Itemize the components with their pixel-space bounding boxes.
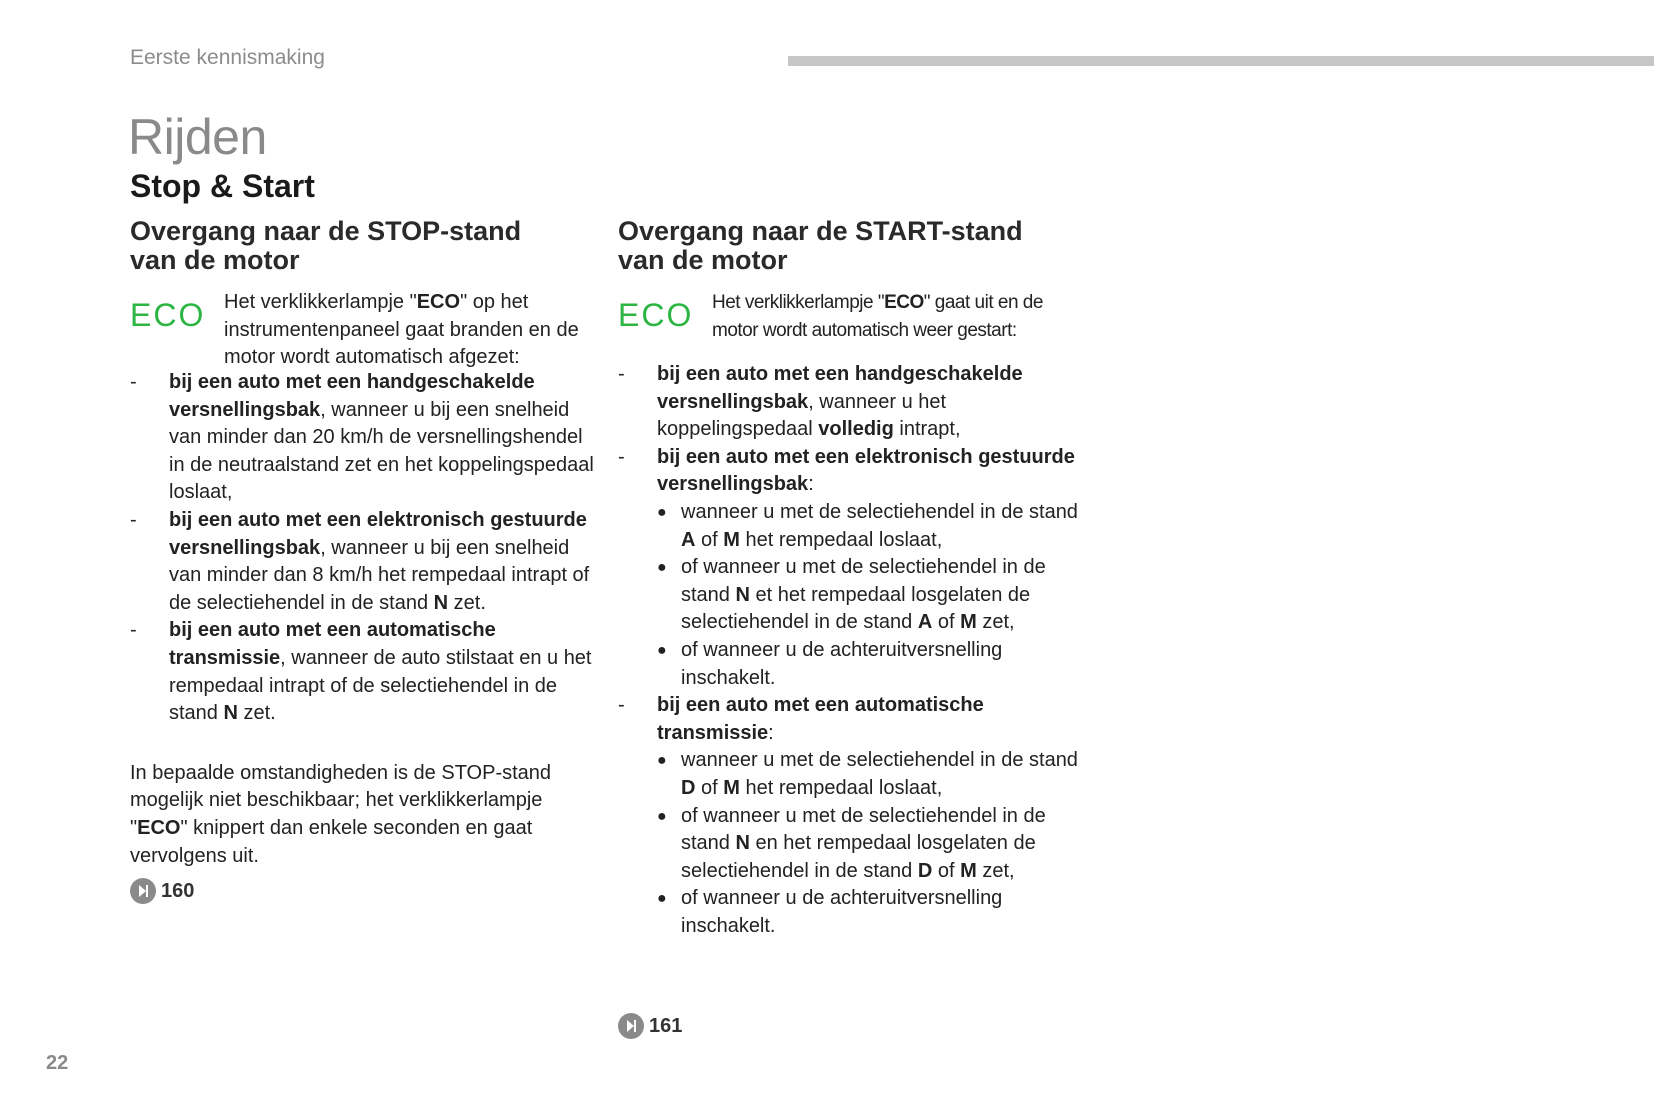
eco-indicator-icon: ECO [618, 297, 694, 333]
page-title: Rijden [128, 109, 267, 165]
list-item: - bij een auto met een automatische transmissie, wanneer de auto stilstaat en u het rempedaal intrapt of de selectiehendel in de stand N zet. [130, 617, 600, 727]
sub-list [657, 747, 1088, 940]
sub-list-item: ● wanneer u met de selectiehendel in de stand A of M het rempedaal loslaat, [657, 499, 1088, 554]
stop-note: In bepaalde omstandigheden is de STOP-stand mogelijk niet beschikbaar; het verklikkerlampje "ECO" knippert dan enkele seconden en gaat vervolgens uit. [130, 761, 552, 867]
section-title: Stop & Start [130, 168, 315, 204]
list-item: - bij een auto met een automatische transmissie: ● wanneer u met de selectiehendel in de stand D of M het rempedaal loslaat, ● of wanneer u met de selectiehendel in de stand N en het rempedaal losgelaten de selectiehendel in de stand D of M zet, ● of wanneer u de achteruitversnelling inschakelt. [618, 692, 1088, 940]
page-reference-number: 161 [649, 1014, 683, 1037]
start-intro: Het verklikkerlampje "ECO" gaat uit en de motor wordt automatisch weer gestart: [712, 292, 1043, 341]
page-reference-160[interactable] [130, 878, 600, 904]
start-heading-line1: Overgang naar de START-stand [618, 216, 1023, 246]
start-eco-row [618, 289, 1088, 361]
sub-list-item: ● of wanneer u de achteruitversnelling inschakelt. [657, 885, 1088, 940]
page-link-icon [130, 878, 156, 904]
section-label: Eerste kennismaking [130, 46, 325, 69]
stop-conditions-list [130, 369, 600, 728]
stop-column [130, 217, 600, 904]
page-link-icon [618, 1013, 644, 1039]
start-column [618, 217, 1088, 940]
stop-eco-row [130, 289, 600, 369]
stop-heading [130, 217, 600, 275]
page-number: 22 [46, 1052, 69, 1074]
list-item: - bij een auto met een handgeschakelde versnellingsbak, wanneer u het koppelingspedaal volledig intrapt, [618, 361, 1088, 444]
eco-indicator-icon: ECO [130, 297, 206, 333]
sub-list-item: ● of wanneer u met de selectiehendel in de stand N et het rempedaal losgelaten de selectiehendel in de stand A of M zet, [657, 554, 1088, 637]
page-reference-number: 160 [161, 879, 195, 902]
page-reference-161[interactable] [618, 1013, 682, 1039]
list-item: - bij een auto met een handgeschakelde versnellingsbak, wanneer u bij een snelheid van minder dan 20 km/h de versnellingshendel in de neutraalstand zet en het koppelingspedaal loslaat, [130, 369, 600, 507]
sub-list-item: ● of wanneer u met de selectiehendel in de stand N en het rempedaal losgelaten de selectiehendel in de stand D of M zet, [657, 803, 1088, 886]
start-conditions-list [618, 361, 1088, 940]
header-bar [788, 56, 1654, 66]
start-heading-line2: van de motor [618, 245, 788, 275]
stop-heading-line2: van de motor [130, 245, 300, 275]
list-item: - bij een auto met een elektronisch gestuurde versnellingsbak: ● wanneer u met de selectiehendel in de stand A of M het rempedaal loslaat, ● of wanneer u met de selectiehendel in de stand N et het rempedaal losgelaten de selectiehendel in de stand A of M zet, ● of wanneer u de achteruitversnelling inschakelt. [618, 444, 1088, 692]
sub-list [657, 499, 1088, 692]
stop-heading-line1: Overgang naar de STOP-stand [130, 216, 522, 246]
sub-list-item: ● wanneer u met de selectiehendel in de stand D of M het rempedaal loslaat, [657, 747, 1088, 802]
list-item: - bij een auto met een elektronisch gestuurde versnellingsbak, wanneer u bij een snelheid van minder dan 8 km/h het rempedaal intrapt of de selectiehendel in de stand N zet. [130, 507, 600, 617]
start-heading [618, 217, 1088, 275]
sub-list-item: ● of wanneer u de achteruitversnelling inschakelt. [657, 637, 1088, 692]
stop-intro: Het verklikkerlampje "ECO" op het instrumentenpaneel gaat branden en de motor wordt automatisch afgezet: [224, 291, 579, 369]
